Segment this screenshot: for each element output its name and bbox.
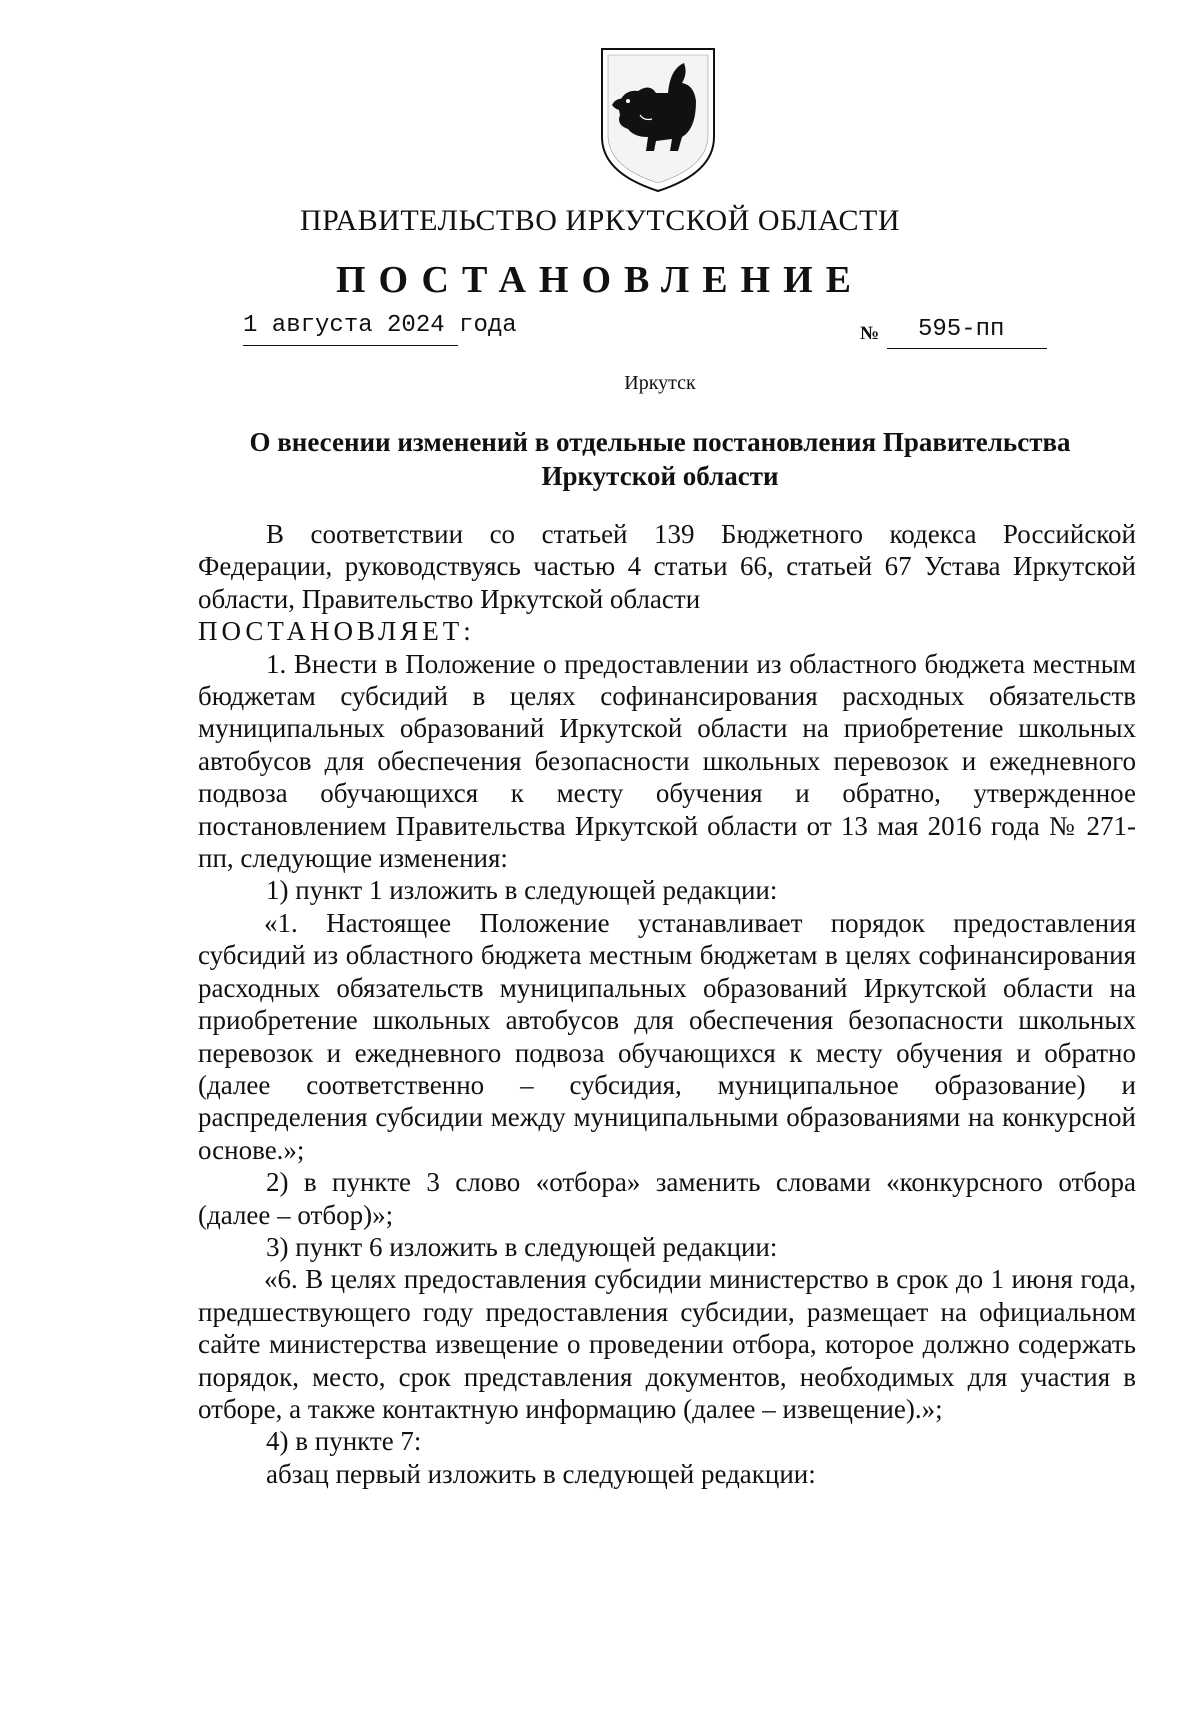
government-title: ПРАВИТЕЛЬСТВО ИРКУТСКОЙ ОБЛАСТИ [299, 204, 901, 237]
subitem-4: 4) в пункте 7: [266, 1426, 422, 1457]
subitem-4-paragraph: абзац первый изложить в следующей редакции: [266, 1458, 816, 1489]
document-body [198, 518, 1136, 1490]
coat-of-arms-icon [598, 45, 718, 193]
number-underline [887, 348, 1047, 349]
quote-3: «6. В целях предоставления субсидии министерство в срок до 1 июня года, предшествующего году предоставления субсидии, размещает на официальном сайте министерства извещение о проведении отбора, которое должно содержать порядок, место, срок представления документов, необходимых для участия в отборе, а также контактную информацию (далее – извещение).»; [198, 1264, 1136, 1424]
subitem-3: 3) пункт 6 изложить в следующей редакции: [266, 1231, 778, 1262]
quote-1: «1. Настоящее Положение устанавливает порядок предоставления субсидий из областного бюджета местным бюджетам в целях софинансирования расходных обязательств муниципальных образований Иркутской области на приобретение школьных автобусов для обеспечения безопасности школьных перевозок и ежедневного подвоза обучающихся к месту обучения и обратно (далее соответственно – субсидия, муниципальное образование) и распределения субсидии между муниципальными образованиями на конкурсной основе.»; [198, 907, 1136, 1165]
subitem-2: 2) в пункте 3 слово «отбора» заменить словами «конкурсного отбора (далее – отбор)»; [198, 1167, 1136, 1230]
item-1: 1. Внести в Положение о предоставлении из областного бюджета местным бюджетам субсидий в целях софинансирования расходных обязательств муниципальных образований Иркутской области на приобретение школьных автобусов для обеспечения безопасности школьных перевозок и ежедневного подвоза обучающихся к месту обучения и обратно, утвержденное постановлением Правительства Иркутской области от 13 мая 2016 года № 271-пп, следующие изменения: [198, 648, 1136, 874]
date-underline [243, 345, 458, 346]
resolves-line: ПОСТАНОВЛЯЕТ: [198, 616, 475, 647]
intro-paragraph: В соответствии со статьей 139 Бюджетного кодекса Российской Федерации, руководствуясь частью 4 статьи 66, статьей 67 Устава Иркутской области, Правительство Иркутской области [198, 519, 1136, 614]
number-label: № [860, 323, 880, 344]
document-type: ПОСТАНОВЛЕНИЕ [335, 259, 865, 301]
subitem-1: 1) пункт 1 изложить в следующей редакции: [266, 875, 778, 906]
city: Иркутск [624, 372, 696, 394]
document-date: 1 августа 2024 года [243, 312, 517, 339]
document-heading: О внесении изменений в отдельные постановления Правительства Иркутской области [249, 427, 1071, 491]
document-number: 595-пп [918, 316, 1005, 343]
